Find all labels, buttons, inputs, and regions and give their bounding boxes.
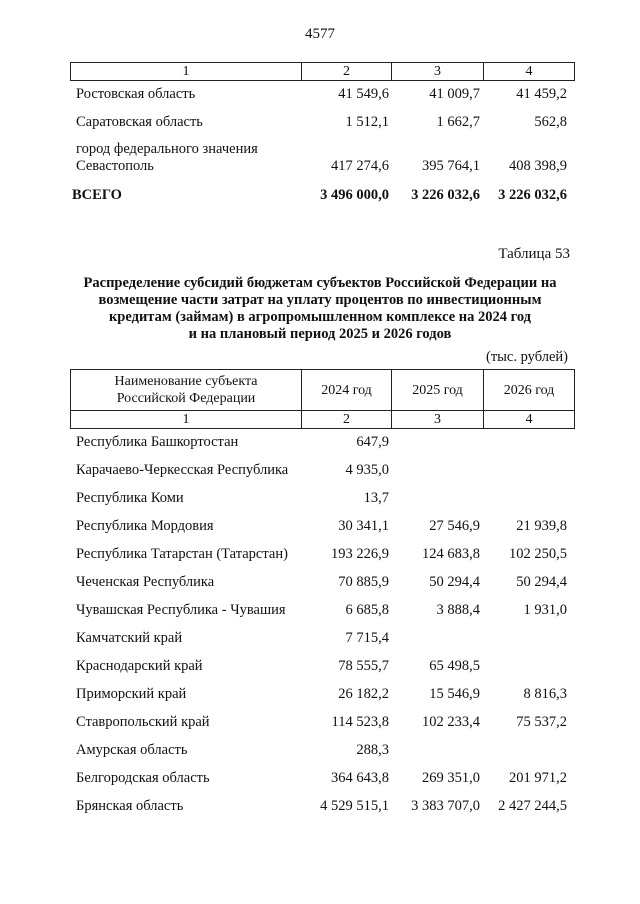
title-line: кредитам (займам) в агропромышленном комплексе на 2024 год	[108, 309, 532, 325]
total-2024: 3 496 000,0	[320, 187, 389, 203]
region-name: Белгородская область	[76, 770, 210, 786]
value-2026: 50 294,4	[516, 574, 567, 590]
value-2024: 4 529 515,1	[320, 798, 389, 814]
region-name: Республика Мордовия	[76, 518, 214, 534]
value-2024: 6 685,8	[345, 602, 389, 618]
value-2025: 1 662,7	[436, 114, 480, 130]
value-2024: 78 555,7	[338, 658, 389, 674]
table-row	[70, 114, 570, 132]
table-row	[70, 574, 570, 592]
header-num-1: 1	[71, 411, 302, 429]
value-2026: 41 459,2	[516, 86, 567, 102]
value-2026: 2 427 244,5	[498, 798, 567, 814]
value-2025: 3 383 707,0	[411, 798, 480, 814]
top-header-col-3: 3	[392, 63, 484, 81]
table-row-line1	[70, 141, 570, 159]
region-name: Республика Башкортостан	[76, 434, 239, 450]
total-row	[70, 187, 570, 205]
value-2025: 41 009,7	[429, 86, 480, 102]
value-2024: 288,3	[356, 742, 389, 758]
table-row	[70, 798, 570, 816]
value-2026: 21 939,8	[516, 518, 567, 534]
top-table-header	[70, 62, 575, 81]
total-2026: 3 226 032,6	[498, 187, 567, 203]
table-row	[70, 546, 570, 564]
top-header-col-1: 1	[71, 63, 302, 81]
value-2024: 7 715,4	[345, 630, 389, 646]
value-2024: 1 512,1	[345, 114, 389, 130]
table-row	[70, 658, 570, 676]
header-num-2: 2	[302, 411, 392, 429]
value-2025: 395 764,1	[422, 158, 480, 174]
table-row	[70, 742, 570, 760]
table-row	[70, 434, 570, 452]
table-row	[70, 770, 570, 788]
header-region-line1: Наименование субъекта	[114, 374, 258, 389]
header-2026: 2026 год	[484, 370, 575, 411]
table-row	[70, 490, 570, 508]
region-name: Саратовская область	[76, 114, 203, 130]
region-name: Краснодарский край	[76, 658, 203, 674]
value-2024: 13,7	[363, 490, 389, 506]
region-name: Амурская область	[76, 742, 188, 758]
value-2024: 114 523,8	[331, 714, 389, 730]
value-2024: 70 885,9	[338, 574, 389, 590]
table-title	[60, 275, 580, 343]
value-2026: 408 398,9	[509, 158, 567, 174]
region-name: Камчатский край	[76, 630, 183, 646]
top-header-col-2: 2	[302, 63, 392, 81]
value-2026: 75 537,2	[516, 714, 567, 730]
region-name: Республика Татарстан (Татарстан)	[76, 546, 288, 562]
header-num-4: 4	[484, 411, 575, 429]
value-2026: 562,8	[534, 114, 567, 130]
region-name: Чеченская Республика	[76, 574, 215, 590]
header-region	[71, 370, 302, 411]
table-row	[70, 158, 570, 176]
value-2025: 27 546,9	[429, 518, 480, 534]
total-2025: 3 226 032,6	[411, 187, 480, 203]
region-name: Республика Коми	[76, 490, 184, 506]
value-2024: 647,9	[356, 434, 389, 450]
region-name-line1: город федерального значения	[76, 141, 258, 157]
value-2026: 8 816,3	[523, 686, 567, 702]
value-2024: 41 549,6	[338, 86, 389, 102]
value-2025: 102 233,4	[422, 714, 480, 730]
value-2026: 201 971,2	[509, 770, 567, 786]
region-name: Карачаево-Черкесская Республика	[76, 462, 289, 478]
value-2024: 4 935,0	[345, 462, 389, 478]
value-2025: 124 683,8	[422, 546, 480, 562]
header-region-line2: Российской Федерации	[116, 391, 256, 406]
table-row	[70, 518, 570, 536]
header-num-3: 3	[392, 411, 484, 429]
region-name: Ставропольский край	[76, 714, 210, 730]
region-name: Ростовская область	[76, 86, 196, 102]
table-row	[70, 686, 570, 704]
page-number: 4577	[305, 26, 335, 42]
value-2024: 30 341,1	[338, 518, 389, 534]
title-line: и на плановый период 2025 и 2026 годов	[188, 326, 452, 342]
value-2025: 65 498,5	[429, 658, 480, 674]
table-row	[70, 630, 570, 648]
value-2025: 269 351,0	[422, 770, 480, 786]
main-table-header	[70, 369, 575, 429]
value-2025: 3 888,4	[436, 602, 480, 618]
value-2024: 26 182,2	[338, 686, 389, 702]
region-name: Чувашская Республика - Чувашия	[76, 602, 286, 618]
table-row	[70, 714, 570, 732]
value-2026: 102 250,5	[509, 546, 567, 562]
table-number: Таблица 53	[498, 246, 570, 262]
total-label: ВСЕГО	[72, 187, 122, 203]
region-name: Брянская область	[76, 798, 184, 814]
value-2025: 15 546,9	[429, 686, 480, 702]
title-line: возмещение части затрат на уплату процентов по инвестиционным	[98, 292, 542, 308]
table-row	[70, 86, 570, 104]
region-name: Приморский край	[76, 686, 187, 702]
value-2026: 1 931,0	[523, 602, 567, 618]
table-row	[70, 602, 570, 620]
title-line: Распределение субсидий бюджетам субъектов Российской Федерации на	[83, 275, 557, 291]
value-2024: 364 643,8	[331, 770, 389, 786]
region-name-line2: Севастополь	[76, 158, 154, 174]
value-2024: 417 274,6	[331, 158, 389, 174]
value-2025: 50 294,4	[429, 574, 480, 590]
header-2024: 2024 год	[302, 370, 392, 411]
table-row	[70, 462, 570, 480]
value-2024: 193 226,9	[331, 546, 389, 562]
top-header-col-4: 4	[484, 63, 575, 81]
header-2025: 2025 год	[392, 370, 484, 411]
units-label: (тыс. рублей)	[486, 349, 568, 365]
